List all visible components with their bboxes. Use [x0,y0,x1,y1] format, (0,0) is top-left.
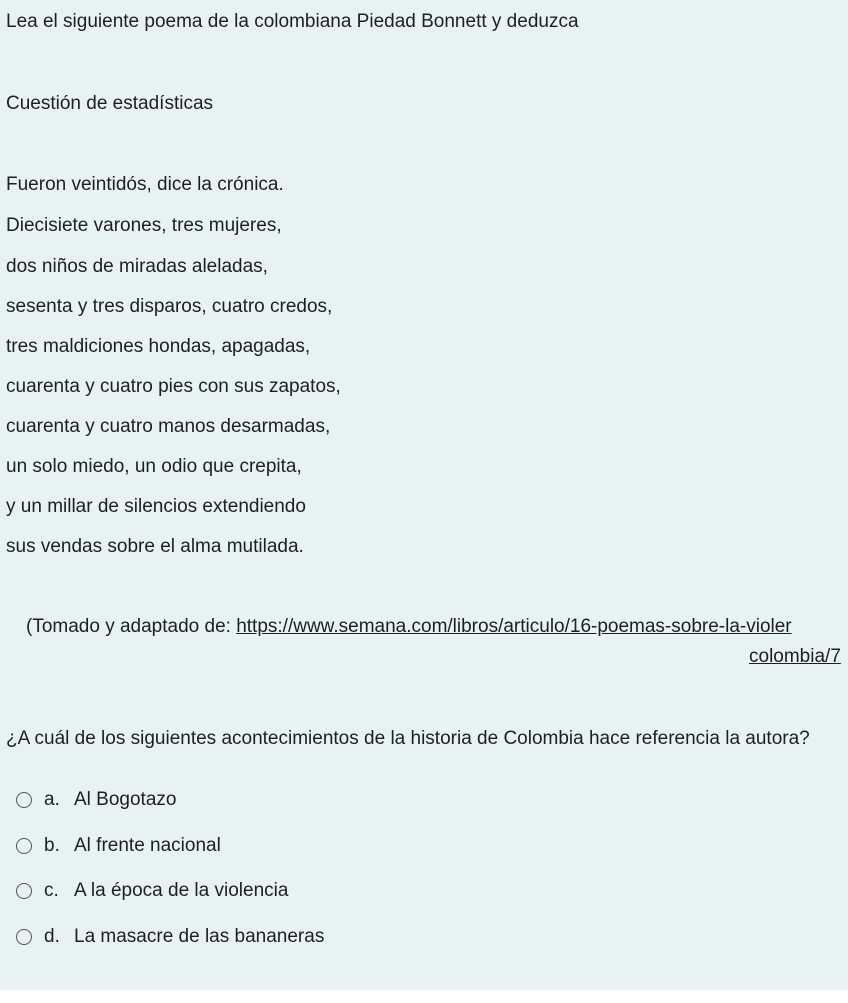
option-label: Al frente nacional [74,835,221,856]
source-citation [26,615,792,639]
poem-line: sesenta y tres disparos, cuatro credos, [6,296,333,317]
question-text: ¿A cuál de los siguientes acontecimientos de la historia de Colombia hace referencia la autora? [6,728,810,749]
radio-button-icon[interactable] [16,792,32,808]
poem-line: un solo miedo, un odio que crepita, [6,456,302,477]
radio-button-icon[interactable] [16,838,32,854]
source-prefix: (Tomado y adaptado de: [26,616,237,637]
option-d[interactable] [16,925,324,949]
poem-line: y un millar de silencios extendiendo [6,496,306,517]
poem-line: dos niños de miradas aleladas, [6,256,268,277]
option-label: Al Bogotazo [74,789,177,810]
poem-line: Fueron veintidós, dice la crónica. [6,174,284,195]
option-letter: b. [44,835,60,856]
poem-title: Cuestión de estadísticas [6,93,214,114]
option-label: A la época de la violencia [74,880,289,901]
intro-text: Lea el siguiente poema de la colombiana Piedad Bonnett y deduzca [6,11,579,32]
option-b[interactable] [16,834,221,858]
poem-line: Diecisiete varones, tres mujeres, [6,215,282,236]
option-c[interactable] [16,879,288,903]
option-letter: a. [44,789,60,810]
radio-button-icon[interactable] [16,929,32,945]
option-letter: d. [44,926,60,947]
option-letter: c. [44,880,59,901]
poem-line: cuarenta y cuatro pies con sus zapatos, [6,376,341,397]
poem-line: sus vendas sobre el alma mutilada. [6,536,304,557]
radio-button-icon[interactable] [16,883,32,899]
option-a[interactable] [16,788,176,812]
source-citation-continued [749,645,841,669]
poem-line: tres maldiciones hondas, apagadas, [6,336,311,357]
poem-line: cuarenta y cuatro manos desarmadas, [6,416,331,437]
source-link[interactable]: https://www.semana.com/libros/articulo/16-poemas-sobre-la-violer [236,616,792,637]
option-label: La masacre de las bananeras [74,926,325,947]
source-link-continued[interactable]: colombia/7 [749,646,841,667]
